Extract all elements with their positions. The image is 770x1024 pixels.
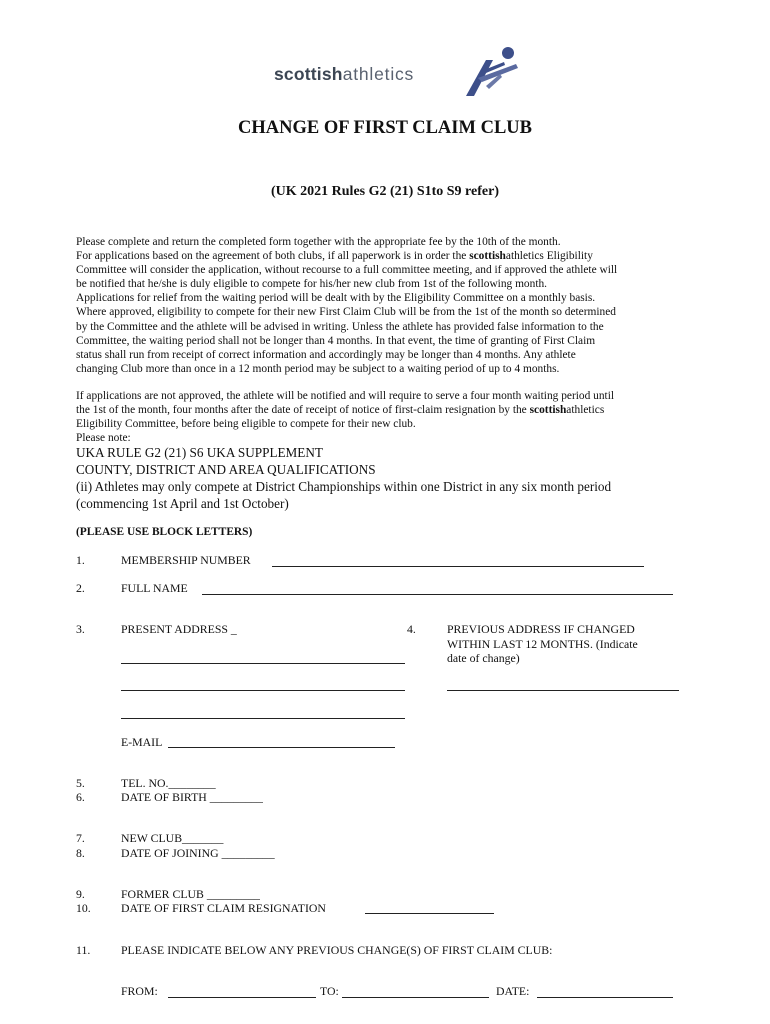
intro-line: be notified that he/she is duly eligible to compete for his/her new club from 1st of the following month. (76, 278, 548, 291)
email-field[interactable] (168, 747, 395, 748)
from-label: FROM: (121, 984, 158, 998)
membership-number-label: MEMBERSHIP NUMBER (121, 553, 251, 567)
previous-address-label: PREVIOUS ADDRESS IF CHANGED (447, 622, 635, 636)
from-field[interactable] (168, 997, 316, 998)
block-letters-note: (PLEASE USE BLOCK LETTERS) (76, 526, 253, 538)
field-number: 5. (76, 776, 85, 790)
present-address-line-3[interactable] (121, 718, 405, 719)
new-club-field[interactable]: NEW CLUB_______ (121, 831, 224, 845)
present-address-line-1[interactable] (121, 663, 405, 664)
previous-address-field[interactable] (447, 690, 679, 691)
present-address-line-2[interactable] (121, 690, 405, 691)
field-number: 9. (76, 887, 85, 901)
present-address-label: PRESENT ADDRESS _ (121, 622, 237, 636)
rule-heading: UKA RULE G2 (21) S6 UKA SUPPLEMENT (76, 445, 323, 460)
email-label: E-MAIL (121, 735, 163, 749)
field-number: 4. (407, 622, 416, 636)
scottish-athletics-logo (272, 46, 522, 98)
intro-line: For applications based on the agreement of both clubs, if all paperwork is in order the scottishathletics Eligibility (76, 250, 593, 263)
field-number: 3. (76, 622, 85, 636)
date-label: DATE: (496, 984, 530, 998)
notice-paragraph (76, 389, 696, 445)
date-field[interactable] (537, 997, 673, 998)
notice-line: the 1st of the month, four months after the date of receipt of notice of first-claim resignation by the scottishathletics (76, 404, 605, 417)
field-number: 7. (76, 831, 85, 845)
former-club-field[interactable]: FORMER CLUB _________ (121, 887, 260, 901)
intro-line: Applications for relief from the waiting period will be dealt with by the Eligibility Committee on a monthly basis. (76, 292, 596, 305)
field-number: 1. (76, 553, 85, 567)
date-of-birth-field[interactable]: DATE OF BIRTH _________ (121, 790, 263, 804)
intro-line: by the Committee and the athlete will be advised in writing. Unless the athlete has provided false information to the (76, 320, 604, 333)
please-note-label: Please note: (76, 432, 131, 445)
previous-address-label: WITHIN LAST 12 MONTHS. (Indicate (447, 637, 638, 651)
resignation-date-field[interactable] (365, 913, 494, 914)
rule-text: (ii) Athletes may only compete at District Championships within one District in any six month period (76, 479, 612, 494)
rule-text: (commencing 1st April and 1st October) (76, 496, 289, 511)
intro-line: Where approved, eligibility to compete for their new First Claim Club will be from the 1st of the month so determined (76, 306, 616, 319)
intro-line: changing Club more than once in a 12 month period may be subject to a waiting period of up to 4 months. (76, 362, 560, 375)
tel-no-field[interactable]: TEL. NO.________ (121, 776, 216, 790)
field-number: 10. (76, 901, 91, 915)
rule-block (76, 444, 611, 512)
notice-line: If applications are not approved, the athlete will be notified and will require to serve a four month waiting period until (76, 390, 615, 402)
to-field[interactable] (342, 997, 489, 998)
to-label: TO: (320, 984, 339, 998)
logo-wordmark: scottishathletics (274, 64, 415, 84)
resignation-date-label: DATE OF FIRST CLAIM RESIGNATION (121, 901, 326, 915)
full-name-field[interactable] (202, 594, 673, 595)
full-name-label: FULL NAME (121, 581, 188, 595)
intro-line: Committee, the waiting period shall not be longer than 4 months. In that event, the time of granting of First Claim (76, 334, 596, 347)
notice-line: Eligibility Committee, before being eligible to compete for their new club. (76, 418, 416, 431)
rules-reference: (UK 2021 Rules G2 (21) S1to S9 refer) (271, 184, 499, 199)
field-number: 8. (76, 846, 85, 860)
page-title: CHANGE OF FIRST CLAIM CLUB (238, 118, 532, 138)
runner-logo-icon (456, 46, 522, 98)
membership-number-field[interactable] (272, 566, 644, 567)
intro-line: Committee will consider the application, without recourse to a full committee meeting, and if approved the athlete will (76, 264, 618, 277)
field-number: 11. (76, 943, 91, 957)
intro-line: status shall run from receipt of correct information and accordingly may be longer than 4 months. Any athlete (76, 348, 576, 361)
previous-changes-label: PLEASE INDICATE BELOW ANY PREVIOUS CHANGE(S) OF FIRST CLAIM CLUB: (121, 943, 553, 957)
intro-paragraph (76, 235, 696, 376)
date-of-joining-field[interactable]: DATE OF JOINING _________ (121, 846, 275, 860)
previous-address-label: date of change) (447, 651, 520, 665)
intro-line: Please complete and return the completed form together with the appropriate fee by the 10th of the month. (76, 236, 561, 248)
field-number: 2. (76, 581, 85, 595)
rule-subheading: COUNTY, DISTRICT AND AREA QUALIFICATIONS (76, 462, 376, 477)
field-number: 6. (76, 790, 85, 804)
